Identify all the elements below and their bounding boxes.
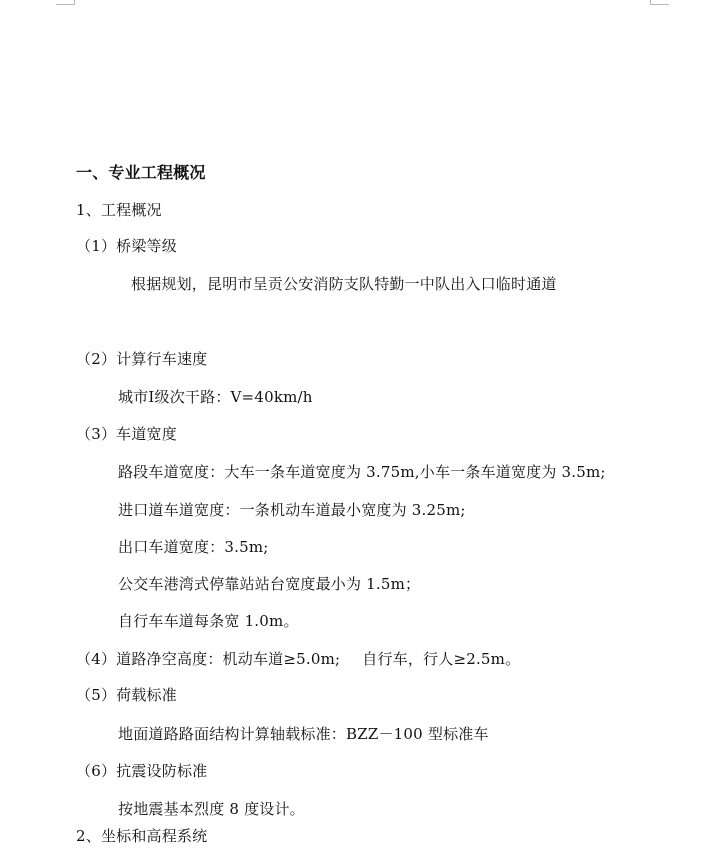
section-title: 一、专业工程概况 [76,163,206,182]
item-2-text: 城市Ⅰ级次干路：V=40km/h [118,388,313,406]
page-corner-mark-left [56,0,75,5]
item-4-part-2: 自行车，行人≥2.5m。 [362,650,521,668]
item-6-text: 按地震基本烈度 8 度设计。 [118,800,305,818]
item-4-part-1: （4）道路净空高度：机动车道≥5.0m; [76,650,341,668]
item-6-title: （6）抗震设防标准 [76,762,208,780]
item-2-title: （2）计算行车速度 [76,350,208,368]
item-3-line-2: 进口道车道宽度：一条机动车道最小宽度为 3.25m; [118,501,466,519]
item-5-title: （5）荷载标准 [76,686,177,704]
item-4-text [76,649,520,669]
item-5-text: 地面道路路面结构计算轴载标准：BZZ－100 型标准车 [118,725,489,743]
item-3-line-1: 路段车道宽度：大车一条车道宽度为 3.75m,小车一条车道宽度为 3.5m; [118,463,606,481]
page-corner-mark-right [650,0,669,5]
subsection-title-2: 2、坐标和高程系统 [76,827,208,845]
item-3-title: （3）车道宽度 [76,425,177,443]
item-3-line-3: 出口车道宽度：3.5m; [118,538,269,556]
item-3-line-4: 公交车港湾式停靠站站台宽度最小为 1.5m； [118,575,421,593]
item-1-title: （1）桥梁等级 [76,237,177,255]
item-1-text: 根据规划，昆明市呈贡公安消防支队特勤一中队出入口临时通道 [131,275,557,293]
item-3-line-5: 自行车车道每条宽 1.0m。 [118,612,299,630]
subsection-title-1: 1、工程概况 [76,201,162,219]
